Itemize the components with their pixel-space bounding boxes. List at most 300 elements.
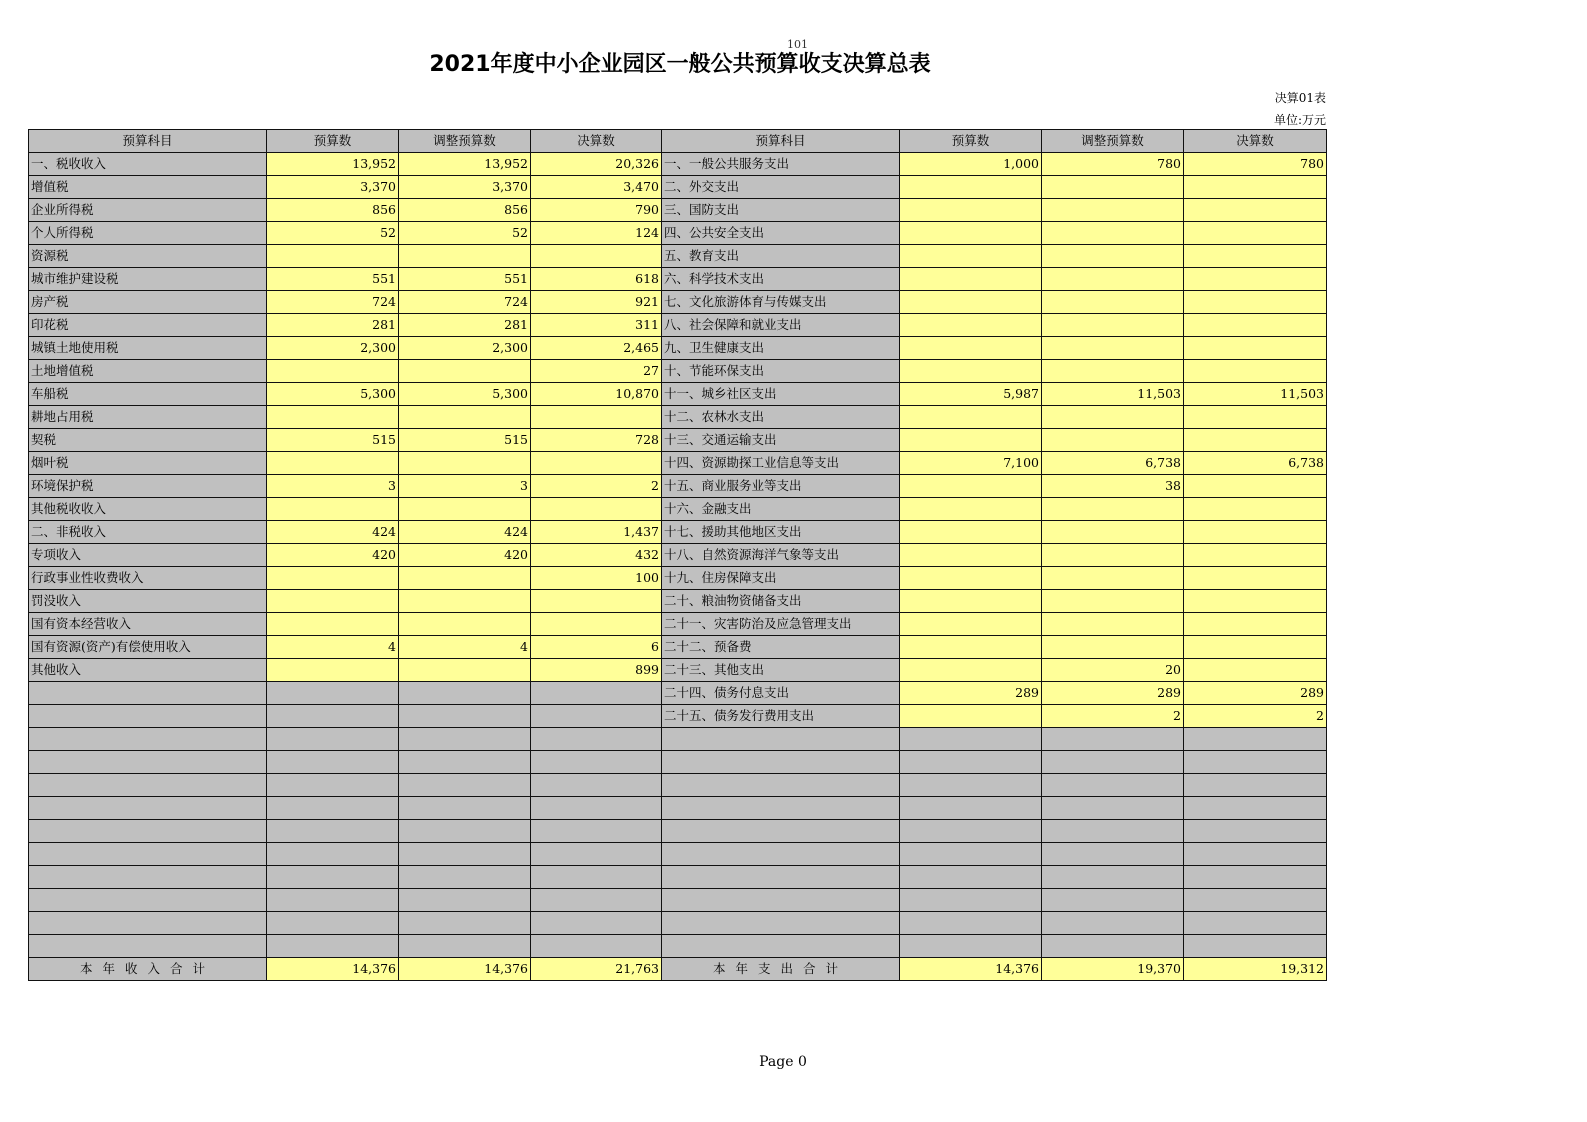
expense-adjusted-cell xyxy=(1042,314,1184,337)
income-total-label: 本年收入合计 xyxy=(29,958,267,981)
income-item-cell: 国有资源(资产)有偿使用收入 xyxy=(29,636,267,659)
empty-cell xyxy=(900,774,1042,797)
expense-adjusted-cell xyxy=(1042,176,1184,199)
expense-budget-cell: 1,000 xyxy=(900,153,1042,176)
income-budget-cell: 724 xyxy=(267,291,399,314)
expense-item-cell: 一、一般公共服务支出 xyxy=(662,153,900,176)
income-budget-cell: 281 xyxy=(267,314,399,337)
empty-cell xyxy=(662,820,900,843)
empty-cell xyxy=(662,912,900,935)
income-adjusted-cell xyxy=(399,590,531,613)
table-code-label: 决算01表 xyxy=(1274,91,1326,105)
table-row xyxy=(29,245,1327,268)
income-item-cell: 二、非税收入 xyxy=(29,521,267,544)
income-adjusted-cell xyxy=(399,705,531,728)
income-budget-cell: 4 xyxy=(267,636,399,659)
totals-row xyxy=(29,958,1327,981)
expense-budget-cell xyxy=(900,199,1042,222)
empty-cell xyxy=(399,820,531,843)
table-row xyxy=(29,222,1327,245)
expense-final-cell: 780 xyxy=(1184,153,1327,176)
expense-item-cell: 八、社会保障和就业支出 xyxy=(662,314,900,337)
income-item-cell: 专项收入 xyxy=(29,544,267,567)
income-adjusted-cell xyxy=(399,682,531,705)
empty-cell xyxy=(900,843,1042,866)
expense-adjusted-cell: 2 xyxy=(1042,705,1184,728)
unit-label: 单位:万元 xyxy=(1273,113,1326,127)
table-row xyxy=(29,705,1327,728)
income-total-final: 21,763 xyxy=(531,958,662,981)
expense-item-cell: 二十一、灾害防治及应急管理支出 xyxy=(662,613,900,636)
income-adjusted-cell: 3,370 xyxy=(399,176,531,199)
income-budget-cell: 856 xyxy=(267,199,399,222)
empty-cell xyxy=(1184,935,1327,958)
page-top-mark: 101 xyxy=(787,38,808,51)
income-budget-cell: 2,300 xyxy=(267,337,399,360)
empty-cell xyxy=(900,912,1042,935)
expense-adjusted-cell xyxy=(1042,337,1184,360)
expense-final-cell xyxy=(1184,590,1327,613)
income-budget-cell: 13,952 xyxy=(267,153,399,176)
empty-cell xyxy=(1042,843,1184,866)
empty-cell xyxy=(531,912,662,935)
empty-cell xyxy=(29,751,267,774)
empty-cell xyxy=(900,797,1042,820)
expense-item-cell: 二十三、其他支出 xyxy=(662,659,900,682)
income-item-cell: 契税 xyxy=(29,429,267,452)
income-item-cell: 环境保护税 xyxy=(29,475,267,498)
empty-cell xyxy=(399,751,531,774)
empty-cell xyxy=(662,728,900,751)
expense-adjusted-cell xyxy=(1042,360,1184,383)
expense-final-cell xyxy=(1184,636,1327,659)
income-final-cell: 2,465 xyxy=(531,337,662,360)
expense-adjusted-cell xyxy=(1042,429,1184,452)
expense-adjusted-cell xyxy=(1042,590,1184,613)
expense-adjusted-cell: 780 xyxy=(1042,153,1184,176)
income-final-cell: 10,870 xyxy=(531,383,662,406)
expense-item-cell: 二、外交支出 xyxy=(662,176,900,199)
expense-budget-cell: 7,100 xyxy=(900,452,1042,475)
expense-total-adjusted: 19,370 xyxy=(1042,958,1184,981)
income-item-cell: 其他税收收入 xyxy=(29,498,267,521)
income-budget-cell xyxy=(267,682,399,705)
empty-cell xyxy=(1184,797,1327,820)
header-income-budget: 预算数 xyxy=(267,130,399,153)
expense-adjusted-cell xyxy=(1042,406,1184,429)
expense-budget-cell xyxy=(900,222,1042,245)
expense-item-cell: 三、国防支出 xyxy=(662,199,900,222)
expense-budget-cell xyxy=(900,544,1042,567)
income-adjusted-cell: 281 xyxy=(399,314,531,337)
empty-table-row xyxy=(29,889,1327,912)
empty-cell xyxy=(1184,912,1327,935)
empty-cell xyxy=(531,728,662,751)
income-adjusted-cell xyxy=(399,360,531,383)
income-final-cell: 618 xyxy=(531,268,662,291)
table-row xyxy=(29,429,1327,452)
expense-item-cell: 十七、援助其他地区支出 xyxy=(662,521,900,544)
expense-item-cell: 十八、自然资源海洋气象等支出 xyxy=(662,544,900,567)
expense-total-final: 19,312 xyxy=(1184,958,1327,981)
empty-cell xyxy=(399,728,531,751)
income-adjusted-cell: 424 xyxy=(399,521,531,544)
income-adjusted-cell: 5,300 xyxy=(399,383,531,406)
expense-adjusted-cell xyxy=(1042,636,1184,659)
income-budget-cell: 420 xyxy=(267,544,399,567)
empty-cell xyxy=(531,751,662,774)
empty-table-row xyxy=(29,843,1327,866)
income-item-cell: 国有资本经营收入 xyxy=(29,613,267,636)
empty-table-row xyxy=(29,866,1327,889)
expense-final-cell xyxy=(1184,314,1327,337)
expense-item-cell: 十九、住房保障支出 xyxy=(662,567,900,590)
income-item-cell xyxy=(29,705,267,728)
income-item-cell: 城镇土地使用税 xyxy=(29,337,267,360)
expense-budget-cell xyxy=(900,406,1042,429)
expense-adjusted-cell xyxy=(1042,245,1184,268)
income-budget-cell xyxy=(267,406,399,429)
header-expense-item: 预算科目 xyxy=(662,130,900,153)
income-item-cell: 房产税 xyxy=(29,291,267,314)
income-total-adjusted: 14,376 xyxy=(399,958,531,981)
expense-budget-cell xyxy=(900,337,1042,360)
empty-cell xyxy=(1184,728,1327,751)
empty-cell xyxy=(1042,889,1184,912)
expense-final-cell xyxy=(1184,337,1327,360)
expense-final-cell xyxy=(1184,291,1327,314)
expense-budget-cell xyxy=(900,590,1042,613)
income-budget-cell xyxy=(267,360,399,383)
income-adjusted-cell xyxy=(399,245,531,268)
income-item-cell: 一、税收收入 xyxy=(29,153,267,176)
income-adjusted-cell: 551 xyxy=(399,268,531,291)
table-row xyxy=(29,153,1327,176)
income-final-cell xyxy=(531,245,662,268)
income-item-cell: 个人所得税 xyxy=(29,222,267,245)
empty-cell xyxy=(267,751,399,774)
table-row xyxy=(29,590,1327,613)
table-row xyxy=(29,613,1327,636)
expense-budget-cell xyxy=(900,498,1042,521)
table-row xyxy=(29,406,1327,429)
page-footer: Page 0 xyxy=(759,1054,807,1070)
empty-cell xyxy=(267,843,399,866)
expense-item-cell: 十三、交通运输支出 xyxy=(662,429,900,452)
expense-final-cell xyxy=(1184,360,1327,383)
income-budget-cell: 3 xyxy=(267,475,399,498)
expense-adjusted-cell xyxy=(1042,199,1184,222)
empty-cell xyxy=(1184,866,1327,889)
empty-cell xyxy=(29,820,267,843)
empty-cell xyxy=(531,889,662,912)
empty-cell xyxy=(531,866,662,889)
expense-budget-cell xyxy=(900,176,1042,199)
expense-budget-cell xyxy=(900,521,1042,544)
income-item-cell xyxy=(29,682,267,705)
empty-cell xyxy=(29,843,267,866)
empty-cell xyxy=(267,728,399,751)
income-final-cell: 311 xyxy=(531,314,662,337)
income-final-cell xyxy=(531,705,662,728)
empty-cell xyxy=(267,774,399,797)
income-adjusted-cell xyxy=(399,406,531,429)
income-item-cell: 行政事业性收费收入 xyxy=(29,567,267,590)
income-final-cell: 100 xyxy=(531,567,662,590)
income-item-cell: 城市维护建设税 xyxy=(29,268,267,291)
empty-cell xyxy=(900,751,1042,774)
income-final-cell: 790 xyxy=(531,199,662,222)
income-adjusted-cell: 52 xyxy=(399,222,531,245)
income-item-cell: 印花税 xyxy=(29,314,267,337)
empty-cell xyxy=(662,866,900,889)
income-item-cell: 罚没收入 xyxy=(29,590,267,613)
income-adjusted-cell xyxy=(399,452,531,475)
expense-adjusted-cell xyxy=(1042,268,1184,291)
header-expense-adjusted: 调整预算数 xyxy=(1042,130,1184,153)
income-budget-cell: 5,300 xyxy=(267,383,399,406)
income-budget-cell: 515 xyxy=(267,429,399,452)
empty-table-row xyxy=(29,728,1327,751)
income-adjusted-cell xyxy=(399,567,531,590)
empty-cell xyxy=(1042,797,1184,820)
expense-item-cell: 十二、农林水支出 xyxy=(662,406,900,429)
income-budget-cell xyxy=(267,659,399,682)
expense-budget-cell xyxy=(900,291,1042,314)
table-body xyxy=(29,153,1327,958)
income-budget-cell xyxy=(267,498,399,521)
expense-item-cell: 二十二、预备费 xyxy=(662,636,900,659)
table-row xyxy=(29,314,1327,337)
empty-table-row xyxy=(29,797,1327,820)
budget-summary-table xyxy=(28,129,1327,981)
expense-item-cell: 十四、资源勘探工业信息等支出 xyxy=(662,452,900,475)
empty-cell xyxy=(662,751,900,774)
empty-cell xyxy=(1184,843,1327,866)
empty-cell xyxy=(399,889,531,912)
expense-adjusted-cell: 289 xyxy=(1042,682,1184,705)
income-final-cell: 921 xyxy=(531,291,662,314)
expense-adjusted-cell xyxy=(1042,544,1184,567)
empty-cell xyxy=(1042,774,1184,797)
empty-table-row xyxy=(29,751,1327,774)
expense-item-cell: 二十、粮油物资储备支出 xyxy=(662,590,900,613)
expense-item-cell: 十、节能环保支出 xyxy=(662,360,900,383)
table-row xyxy=(29,521,1327,544)
empty-table-row xyxy=(29,935,1327,958)
table-row xyxy=(29,383,1327,406)
empty-cell xyxy=(267,912,399,935)
income-final-cell xyxy=(531,613,662,636)
table-row xyxy=(29,291,1327,314)
empty-cell xyxy=(399,797,531,820)
empty-cell xyxy=(29,774,267,797)
expense-final-cell xyxy=(1184,245,1327,268)
income-final-cell: 432 xyxy=(531,544,662,567)
income-total-budget: 14,376 xyxy=(267,958,399,981)
empty-cell xyxy=(29,866,267,889)
income-item-cell: 土地增值税 xyxy=(29,360,267,383)
empty-cell xyxy=(531,820,662,843)
expense-budget-cell xyxy=(900,245,1042,268)
expense-final-cell xyxy=(1184,406,1327,429)
income-item-cell: 烟叶税 xyxy=(29,452,267,475)
expense-final-cell xyxy=(1184,498,1327,521)
empty-cell xyxy=(1184,774,1327,797)
expense-adjusted-cell xyxy=(1042,222,1184,245)
expense-final-cell: 289 xyxy=(1184,682,1327,705)
income-budget-cell xyxy=(267,245,399,268)
expense-budget-cell xyxy=(900,705,1042,728)
income-budget-cell: 3,370 xyxy=(267,176,399,199)
expense-final-cell xyxy=(1184,544,1327,567)
expense-final-cell xyxy=(1184,613,1327,636)
income-budget-cell xyxy=(267,613,399,636)
expense-final-cell xyxy=(1184,176,1327,199)
income-item-cell: 企业所得税 xyxy=(29,199,267,222)
empty-cell xyxy=(267,935,399,958)
expense-final-cell xyxy=(1184,567,1327,590)
expense-budget-cell xyxy=(900,314,1042,337)
expense-final-cell xyxy=(1184,222,1327,245)
empty-cell xyxy=(29,728,267,751)
empty-cell xyxy=(1042,912,1184,935)
table-row xyxy=(29,567,1327,590)
income-budget-cell: 52 xyxy=(267,222,399,245)
income-budget-cell xyxy=(267,705,399,728)
expense-item-cell: 六、科学技术支出 xyxy=(662,268,900,291)
expense-adjusted-cell: 6,738 xyxy=(1042,452,1184,475)
empty-cell xyxy=(1184,820,1327,843)
empty-cell xyxy=(900,728,1042,751)
table-row xyxy=(29,659,1327,682)
expense-budget-cell xyxy=(900,659,1042,682)
income-adjusted-cell: 4 xyxy=(399,636,531,659)
header-income-item: 预算科目 xyxy=(29,130,267,153)
income-budget-cell xyxy=(267,567,399,590)
expense-final-cell xyxy=(1184,199,1327,222)
expense-budget-cell: 5,987 xyxy=(900,383,1042,406)
empty-cell xyxy=(531,797,662,820)
header-income-final: 决算数 xyxy=(531,130,662,153)
header-expense-final: 决算数 xyxy=(1184,130,1327,153)
empty-cell xyxy=(267,889,399,912)
empty-cell xyxy=(29,889,267,912)
income-final-cell: 6 xyxy=(531,636,662,659)
expense-total-label: 本年支出合计 xyxy=(662,958,900,981)
expense-budget-cell xyxy=(900,360,1042,383)
empty-cell xyxy=(29,912,267,935)
empty-cell xyxy=(1042,728,1184,751)
table-row xyxy=(29,544,1327,567)
income-final-cell: 2 xyxy=(531,475,662,498)
empty-cell xyxy=(1042,820,1184,843)
income-item-cell: 其他收入 xyxy=(29,659,267,682)
income-adjusted-cell xyxy=(399,498,531,521)
expense-item-cell: 十五、商业服务业等支出 xyxy=(662,475,900,498)
income-budget-cell: 551 xyxy=(267,268,399,291)
expense-item-cell: 七、文化旅游体育与传媒支出 xyxy=(662,291,900,314)
empty-table-row xyxy=(29,912,1327,935)
expense-final-cell: 2 xyxy=(1184,705,1327,728)
expense-adjusted-cell xyxy=(1042,498,1184,521)
table-row xyxy=(29,682,1327,705)
income-adjusted-cell: 3 xyxy=(399,475,531,498)
empty-cell xyxy=(1042,935,1184,958)
income-final-cell: 124 xyxy=(531,222,662,245)
empty-cell xyxy=(1184,889,1327,912)
table-row xyxy=(29,268,1327,291)
expense-final-cell xyxy=(1184,268,1327,291)
expense-adjusted-cell: 38 xyxy=(1042,475,1184,498)
income-adjusted-cell: 515 xyxy=(399,429,531,452)
empty-table-row xyxy=(29,774,1327,797)
expense-item-cell: 二十五、债务发行费用支出 xyxy=(662,705,900,728)
income-final-cell xyxy=(531,498,662,521)
income-adjusted-cell: 724 xyxy=(399,291,531,314)
empty-cell xyxy=(1042,866,1184,889)
empty-cell xyxy=(531,935,662,958)
expense-total-budget: 14,376 xyxy=(900,958,1042,981)
income-adjusted-cell xyxy=(399,613,531,636)
table-row xyxy=(29,475,1327,498)
empty-cell xyxy=(267,820,399,843)
expense-adjusted-cell xyxy=(1042,613,1184,636)
expense-budget-cell xyxy=(900,567,1042,590)
expense-final-cell xyxy=(1184,521,1327,544)
empty-cell xyxy=(399,774,531,797)
income-adjusted-cell: 420 xyxy=(399,544,531,567)
empty-cell xyxy=(531,774,662,797)
expense-item-cell: 四、公共安全支出 xyxy=(662,222,900,245)
table-header-row xyxy=(29,130,1327,153)
income-final-cell xyxy=(531,682,662,705)
empty-cell xyxy=(1042,751,1184,774)
empty-cell xyxy=(662,935,900,958)
expense-final-cell: 11,503 xyxy=(1184,383,1327,406)
expense-final-cell: 6,738 xyxy=(1184,452,1327,475)
empty-cell xyxy=(29,797,267,820)
expense-budget-cell xyxy=(900,475,1042,498)
empty-cell xyxy=(267,797,399,820)
empty-table-row xyxy=(29,820,1327,843)
empty-cell xyxy=(29,935,267,958)
income-item-cell: 车船税 xyxy=(29,383,267,406)
expense-adjusted-cell: 20 xyxy=(1042,659,1184,682)
expense-budget-cell: 289 xyxy=(900,682,1042,705)
expense-adjusted-cell xyxy=(1042,567,1184,590)
income-adjusted-cell xyxy=(399,659,531,682)
expense-budget-cell xyxy=(900,268,1042,291)
expense-item-cell: 十六、金融支出 xyxy=(662,498,900,521)
document-title: 2021年度中小企业园区一般公共预算收支决算总表 xyxy=(429,52,931,77)
expense-item-cell: 五、教育支出 xyxy=(662,245,900,268)
empty-cell xyxy=(1184,751,1327,774)
income-final-cell xyxy=(531,406,662,429)
expense-final-cell xyxy=(1184,429,1327,452)
expense-adjusted-cell: 11,503 xyxy=(1042,383,1184,406)
table-row xyxy=(29,498,1327,521)
income-item-cell: 资源税 xyxy=(29,245,267,268)
income-final-cell xyxy=(531,590,662,613)
expense-budget-cell xyxy=(900,613,1042,636)
income-adjusted-cell: 2,300 xyxy=(399,337,531,360)
income-adjusted-cell: 13,952 xyxy=(399,153,531,176)
empty-cell xyxy=(399,912,531,935)
income-final-cell: 20,326 xyxy=(531,153,662,176)
table-row xyxy=(29,176,1327,199)
empty-cell xyxy=(662,843,900,866)
